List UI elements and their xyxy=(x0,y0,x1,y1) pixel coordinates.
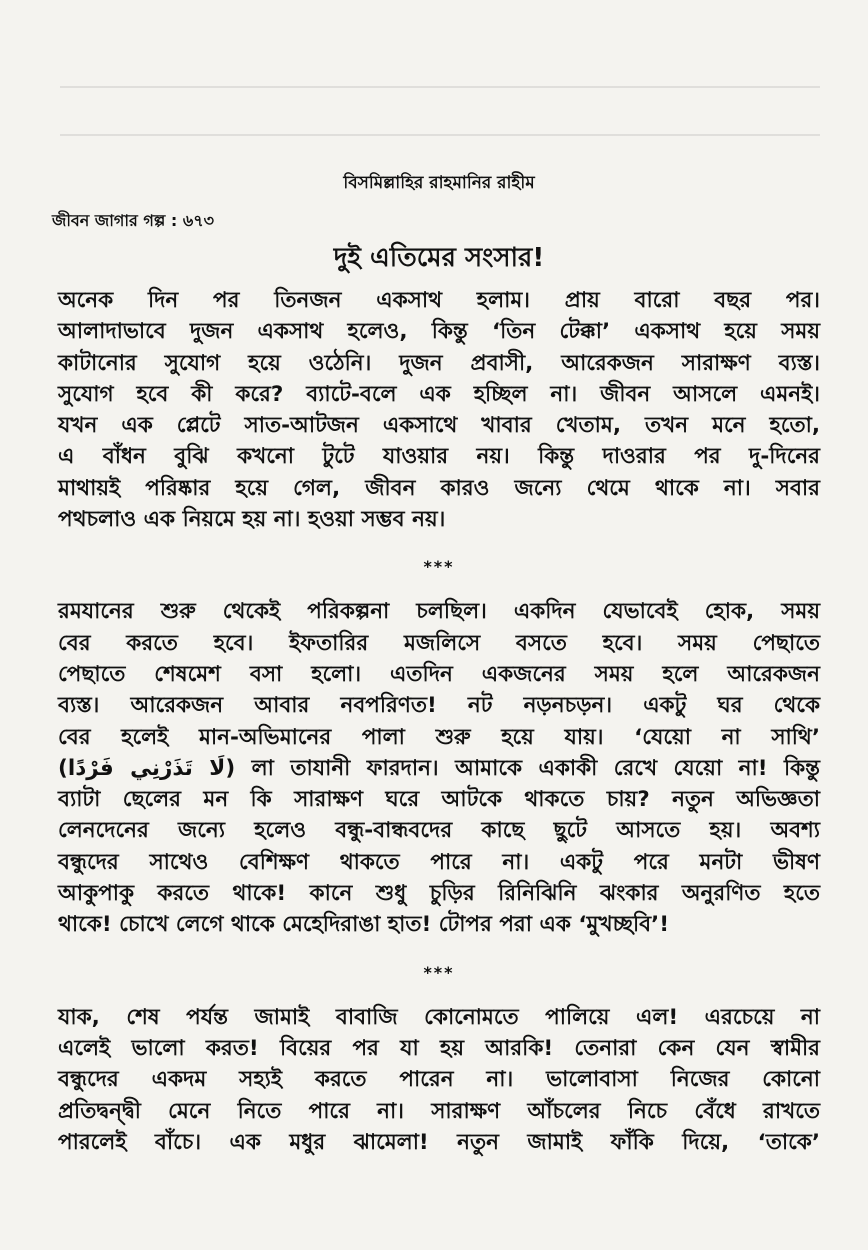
text-line: পথচলাও এক নিয়মে হয় না। হওয়া সম্ভব নয়। xyxy=(58,507,446,533)
text-line: আকুপাকু করতে থাকে! কানে শুধু চুড়ির রিনিঝিনি ঝংকার অনুরণিত হতে xyxy=(58,881,820,907)
text-line: কাটানোর সুযোগ হয়ে ওঠেনি। দুজন প্রবাসী, আরেকজন সারাক্ষণ ব্যস্ত। xyxy=(58,350,820,376)
text-line: যাক, শেষ পর্যন্ত জামাই বাবাজি কোনোমতে পালিয়ে এল! এরচেয়ে না xyxy=(58,1004,820,1030)
text-line: মাথায়ই পরিষ্কার হয়ে গেল, জীবন কারও জন্যে থেমে থাকে না। সবার xyxy=(58,475,820,501)
text-line: বের করতে হবে। ইফতারির মজলিসে বসতে হবে। সময় পেছাতে xyxy=(58,630,820,656)
series-label: জীবন জাগার গল্প : ৬৭৩ xyxy=(52,211,215,230)
text-line: সুযোগ হবে কী করে? ব্যাটে-বলে এক হচ্ছিল না। জীবন আসলে এমনই। xyxy=(58,381,820,407)
text-line: পারলেই বাঁচে। এক মধুর ঝামেলা! নতুন জামাই ফাঁকি দিয়ে, ‘তাকে’ xyxy=(58,1129,820,1155)
text-line: রমযানের শুরু থেকেই পরিকল্পনা চলছিল। একদিন যেভাবেই হোক, সময় xyxy=(58,599,820,625)
story-title: দুই এতিমের সংসার! xyxy=(333,243,545,273)
text-line: অনেক দিন পর তিনজন একসাথ হলাম। প্রায় বারো বছর পর। xyxy=(58,288,820,313)
text-line: এলেই ভালো করত! বিয়ের পর যা হয় আরকি! তেনারা কেন যেন স্বামীর xyxy=(58,1035,820,1061)
show-through-text xyxy=(60,60,820,170)
paragraph-3 xyxy=(58,1002,820,1158)
text-line: ব্যাটা ছেলের মন কি সারাক্ষণ ঘরে আটকে থাকতে চায়? নতুন অভিজ্ঞতা xyxy=(58,787,820,813)
text-line: বন্ধুদের একদম সহ্যই করতে পারেন না। ভালোবাসা নিজের কোনো xyxy=(58,1067,820,1093)
text-line: লেনদেনের জন্যে হলেও বন্ধু-বান্ধবদের কাছে ছুটে আসতে হয়। অবশ্য xyxy=(58,818,820,844)
text-line: ব্যস্ত। আরেকজন আবার নবপরিণত! নট নড়নচড়ন। একটু ঘর থেকে xyxy=(58,693,820,719)
text-line: এ বাঁধন বুঝি কখনো টুটে যাওয়ার নয়। কিন্তু দাওরার পর দু-দিনের xyxy=(58,444,820,470)
text-line: প্রতিদ্বন্দ্বী মেনে নিতে পারে না। সারাক্ষণ আঁচলের নিচে বেঁধে রাখতে xyxy=(58,1098,820,1124)
text-line: থাকে! চোখে লেগে থাকে মেহেদিরাঙা হাত! টোপর পরা এক ‘মুখচ্ছবি’! xyxy=(58,912,670,938)
section-separator: *** xyxy=(423,962,455,982)
text-line: আলাদাভাবে দুজন একসাথ হলেও, কিন্তু ‘তিন টেক্কা’ একসাথ হয়ে সময় xyxy=(58,319,820,345)
paragraph-2 xyxy=(58,596,820,940)
text-line: যখন এক প্লেটে সাত-আটজন একসাথে খাবার খেতাম, তখন মনে হতো, xyxy=(58,413,820,439)
paragraph-1 xyxy=(58,285,820,535)
text-line: বন্ধুদের সাথেও বেশিক্ষণ থাকতে পারে না। একটু পরে মনটা ভীষণ xyxy=(58,849,820,875)
text-line: (لَا تَذَرْنِي فَرْدًا) লা তাযানী ফারদান। আমাকে একাকী রেখে যেয়ো না! কিন্তু xyxy=(58,755,820,781)
book-page xyxy=(52,170,820,1158)
bismillah-heading: বিসমিল্লাহির রাহমানির রাহীম xyxy=(343,173,535,193)
text-line: বের হলেই মান-অভিমানের পালা শুরু হয়ে যায়। ‘যেয়ো না সাথি’ xyxy=(58,724,820,750)
section-separator: *** xyxy=(423,557,455,577)
text-line: পেছাতে শেষমেশ বসা হলো। এতদিন একজনের সময় হলে আরেকজন xyxy=(58,661,820,687)
